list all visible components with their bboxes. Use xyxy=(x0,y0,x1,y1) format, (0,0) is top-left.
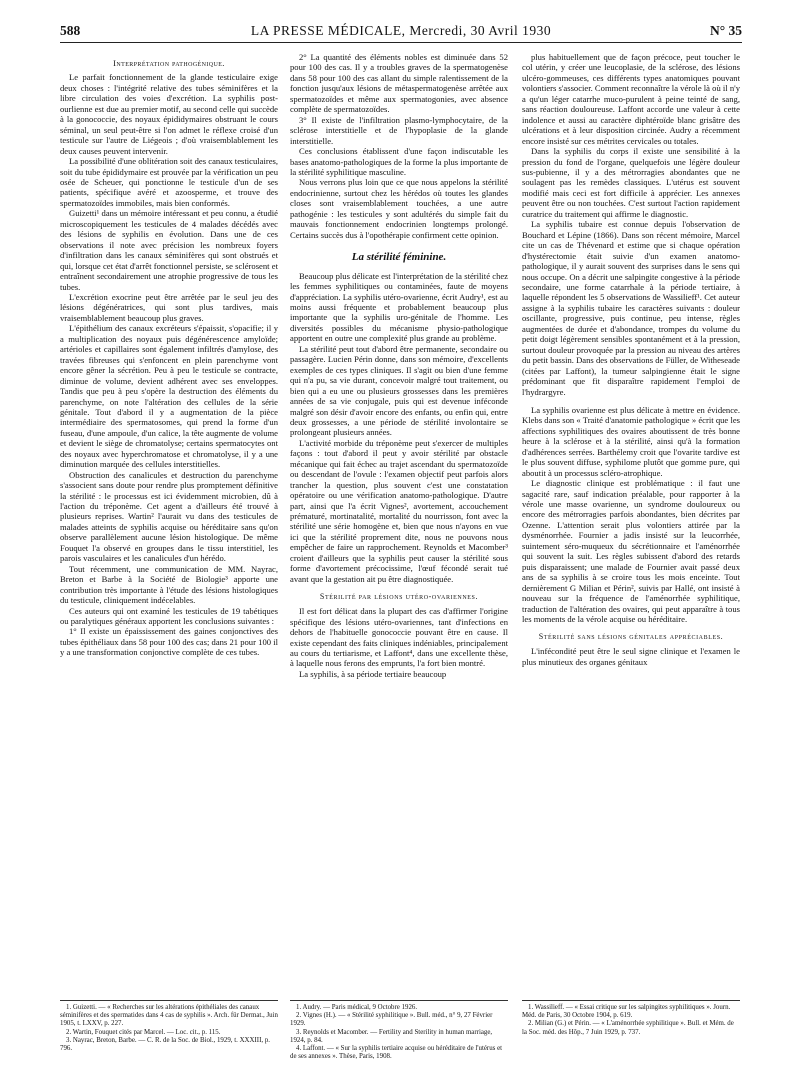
journal-title: LA PRESSE MÉDICALE, Mercredi, 30 Avril 1930 xyxy=(250,23,552,38)
footnote: 2. Milian (G.) et Périn. — « L'aménorrhée syphilitique ». Bull. et Mém. de la Soc. méd. des Hôp., 7 Juin 1929, p. 737. xyxy=(522,1020,734,1036)
paragraph: 2° La quantité des éléments nobles est diminuée dans 52 pour 100 des cas. Il y a troubles graves de la spermatogenèse dans 58 pour 100 des cas allant du simple ralentissement de la fonction jusqu'aux lésions de métaspermatogenèse arrêtée aux spermatozoïdes et même aux spermatogonies, avec absence complète de spermatozoïdes. xyxy=(290,52,508,115)
paragraph: Guizetti¹ dans un mémoire intéressant et peu connu, a étudié microscopiquement les testicules de 4 malades décédés avec des lésions de syphilis en évolution. Dans une de ces observations il note avec précision les nombreux foyers d'infiltration dans les canaux séminifères qui sont obstrués et qui, lorsque cet état d'arrêt fonctionnel persiste, se sclérosent et entraînent secondairement une atrophie progressive de tous les tubes. xyxy=(60,208,278,292)
footnotes-column-2 xyxy=(290,1000,508,1061)
paragraph: La syphilis, à sa période tertiaire beaucoup xyxy=(299,668,447,679)
column-3 xyxy=(522,52,740,667)
paragraph: Obstruction des canalicules et destruction du parenchyme s'associent sans doute pour rendre plus promptement définitive la stérilité : le processus est ici évidemment microbien, dû à l'action du tréponème. Cet agent a d'ailleurs été trouvé à plusieurs reprises. Wartin² l'aurait vu dans des testicules de malades atteints de syphilis acquise ou héréditaire sans qu'on observe parallèlement aucune lésion histologique. De même Fouquet l'a observé en groupes dans le tissu interstitiel, les parois vasculaires et les canalicules d'un hérédo. xyxy=(60,469,278,564)
column-1 xyxy=(60,52,278,658)
page-number: 588 xyxy=(60,23,81,38)
paragraph: Le diagnostic clinique est problématique : il faut une sagacité rare, sauf indication préalable, pour rapporter à la vérole une masse ovarienne, un syndrome douloureux ou encore des métrorragies parfois abondantes, bien décrites par Ozenne. L'attention serait plus volontiers attirée par la dysménorrhée. Fournier a jadis insisté sur la leucorrhée, suintement séro-muqueux du sécrétionnaire et l'aménorrhée qui souvent la suit. Les règles subissent d'abord des retards puis disparaissent; une malade de Fournier avait passé deux ans de sa syphilis à se croire tous les mois enceinte. Tout dernièrement G Milian et Périn², suivis par Hallé, ont insisté à nouveau sur la fréquence de l'aménorrhée syphilitique, traduction de l'altération des ovaires, qui peut apparaître à tous les moments de la vérole acquise ou héréditaire. xyxy=(522,478,740,625)
paragraph: Il est fort délicat dans la plupart des cas d'affirmer l'origine spécifique des lésions utéro-ovariennes, tant d'infections en dehors de l'habituelle gonococcie pouvant être en cause. Il existe cependant des faits cliniques indéniables, principalement au cours du tertiarisme, et Laffont⁴, dans une excellente thèse, à laquelle nous ferons des emprunts, l'a fort bien montré. xyxy=(290,606,508,669)
footnote: 2. Wartin, Fouquet cités par Marcel. — Loc. cit., p. 115. xyxy=(66,1028,221,1036)
footnotes-column-1 xyxy=(60,1000,278,1053)
paragraph: Le parfait fonctionnement de la glande testiculaire exige deux choses : l'intégrité relative des tubes séminifères et la libre circulation des voies d'excrétion. La syphilis post-ourlienne est due au premier motif, au second celle qui succède à la gonococcie, des noyaux épididymaires obstruant le cours séminal, un seul peut-être si l'on admet le réflexe croisé d'un testicule sur l'autre de Liégeois ; d'où vraisemblablement les deux causes peuvent intervenir. xyxy=(60,72,278,156)
section-heading: Interprétation pathogénique. xyxy=(113,58,225,68)
footnote: 3. Nayrac, Breton, Barbe. — C. R. de la Soc. de Biol., 1929, t. XXXIII, p. 796. xyxy=(60,1036,271,1053)
column-2 xyxy=(290,52,508,679)
paragraph: plus habituellement que de façon précoce, peut toucher le col utérin, y créer une leucoplasie, de la sclérose, des lésions ulcéro-gommeuses, ces différents types anatomiques pouvant volontiers s'associer. Comment reconnaître la vérole là où il n'y a qu'un léger catarrhe muco-purulent à peine teinté de sang, sans réaction douloureuse. Laffont accorde une valeur à cette indolence et aussi au caractère diphtéroïde blanc grisâtre des ulcérations et à leur disposition circinée. Audry a récemment encore insisté sur ces métrites cervicales ou totales. xyxy=(522,52,740,146)
paragraph: Dans la syphilis du corps il existe une sensibilité à la pression du fond de l'organe, quelquefois une légère douleur sus-pubienne, il y a des métrorragies abondantes que ne soulagent pas les remèdes classiques. L'utérus est souvent modifié mais ceci est fort difficile à apprécier. Les annexes peuvent être ou non touchées. C'est surtout l'action rapidement curatrice du traitement qui affirme le diagnostic. xyxy=(522,146,740,219)
subsection-heading: Stérilité sans lésions génitales appréciables. xyxy=(538,632,724,642)
paragraph: Nous verrons plus loin que ce que nous appelons la stérilité endocrinienne, surtout chez les hérédos où toutes les glandes closes sont vraisemblablement touchées, a une autre pathogénie : les testicules y sont adultérés du simple fait du mauvais fonctionnement endocrinien longtemps prolongé. Certains succès dus à l'opothérapie confirment cette opinion. xyxy=(290,177,508,240)
issue-number: N° 35 xyxy=(709,23,742,38)
paragraph: La stérilité peut tout d'abord être permanente, secondaire ou passagère. Lucien Périn donne, dans son mémoire, d'excellents exemples de ces types cliniques. Il s'agit ou bien d'une femme qui n'a pu, sa vie durant, concevoir malgré tout traitement, ou bien qui a eu une ou plusieurs grossesses dans les premières années de sa vie conjugale, puis qui est devenue inféconde malgré son désir d'avoir encore des enfants, ou enfin qui, entre deux grossesses, a une période de stérilité involontaire se prolongeant plusieurs années. xyxy=(290,343,508,438)
paragraph: La syphilis ovarienne est plus délicate à mettre en évidence. Klebs dans son « Traité d'anatomie pathologique » écrit que les affections syphilitiques des ovaires aboutissent de très bonne heure à la sclérose et à la stérilité, ainsi qu'à la formation d'adhérences serrées. Barthélemy croit que l'ovarite tardive est le plus souvent diffuse, syphilome plutôt que gomme pure, qui aboutit à un processus scléro-atrophique. xyxy=(522,404,740,478)
paragraph: 3° Il existe de l'infiltration plasmo-lymphocytaire, de la sclérose interstitielle et de l'hypoplasie de la glande interstitielle. xyxy=(290,114,508,146)
paragraph: 1° Il existe un épaississement des gaines conjonctives des tubes épithéliaux dans 58 pour 100 des cas; dans 21 pour 100 il y a une transformation conjonctive complète de ces tubes. xyxy=(60,626,278,658)
paragraph: Ces conclusions établissent d'une façon indiscutable les bases anatomo-pathologiques de la forme la plus importante de la stérilité syphilitique masculine. xyxy=(290,146,508,177)
footnote: 1. Audry. — Paris médical, 9 Octobre 1926. xyxy=(296,1004,418,1011)
footnote: 4. Laffont. — « Sur la syphilis tertiaire acquise ou héréditaire de l'utérus et de ses annexes ». Thèse, Paris, 1908. xyxy=(290,1045,503,1061)
subsection-heading: Stérilité par lésions utéro-ovariennes. xyxy=(319,592,479,602)
footnote-rule xyxy=(290,1000,508,1001)
footnote: 1. Wassilieff. — « Essai critique sur les salpingites syphilitiques ». Journ. Méd. de Paris, 30 Octobre 1904, p. 619. xyxy=(522,1004,731,1020)
paragraph: Ces auteurs qui ont examiné les testicules de 19 tabétiques ou paralytiques généraux apportent les conclusions suivantes : xyxy=(60,605,278,627)
paragraph: L'infécondité peut être le seul signe clinique et l'examen le plus minutieux des organes génitaux xyxy=(522,646,740,667)
paragraph: Beaucoup plus délicate est l'interprétation de la stérilité chez les femmes syphilitiques ou contaminées, faute de moyens d'appréciation. La syphilis utéro-ovarienne, écrit Audry¹, est au moins aussi fréquente et probablement beaucoup plus importante que la syphilis uro-génitale de l'homme. Les diversités possibles du mécanisme physio-pathologique apportent en outre une complexité plus grande au problème. xyxy=(290,270,508,344)
footnote: 1. Guizetti. — « Recherches sur les altérations épithéliales des canaux séminifères et des spermatides dans 4 cas de syphilis ». Arch. für Dermat., Juin 1905, t. LXXV, p. 227. xyxy=(60,1004,278,1028)
footnote-rule xyxy=(522,1000,740,1001)
section-title: La stérilité féminine. xyxy=(351,251,447,264)
spacer xyxy=(522,397,740,405)
footnote: 3. Reynolds et Macomber. — Fertility and Sterility in human marriage, 1924, p. 84. xyxy=(290,1028,493,1044)
paragraph: L'excrétion exocrine peut être arrêtée par le seul jeu des lésions dégénératrices, qui sont plus tardives, mais vraisemblablement beaucoup plus graves. xyxy=(60,291,278,323)
paragraph: La possibilité d'une oblitération soit des canaux testiculaires, soit du tube épididymaire est prouvée par la vérification un peu osée de Scheuer, qui ponctionne le testicule d'un de ses patients, spécifique avéré et azoosperme, et trouve des spermatozoïdes immobiles, mais bien conformés. xyxy=(60,156,278,208)
paragraph: La syphilis tubaire est connue depuis l'observation de Bouchard et Lépine (1866). Dans son récent mémoire, Marcel cite un cas de Thévenard et estime que si chaque opération d'hystérectomie était suivie d'un examen anatomo-pathologique, il y aurait souvent des surprises dans le sens qui nous occupe. On a décrit une salpingite congestive à la période secondaire, une forme catarrhale à la période tertiaire, à laquelle répondent les 5 observations de Wassilieff¹. Cet auteur assigne à la syphilis tubaire les caractères suivants : douleur oscillante, progressive, puis continue, peu intense, règles augmentées de durée et d'abondance, trompes du volume du petit doigt légèrement sensibles spontanément et à la pression, surtout douleur provoquée par la pression au niveau des artères du petit bassin. Dans des observations de Füller, de Witheseade (citées par Laffont), la tumeur salpingienne était le signe prédominant que fit disparaître rapidement l'emploi de l'hydrargyre. xyxy=(522,219,740,397)
page-header xyxy=(60,20,742,43)
paragraph: L'activité morbide du tréponème peut s'exercer de multiples façons : tout d'abord il peut y avoir stérilité par obstacle mécanique qui fait échec au trajet ascendant du spermatozoïde ou descendant de l'ovule : l'examen objectif peut parfois alors trancher la question, plus souvent c'est une constatation opératoire ou une vérification anatomo-pathologique. D'autre part, ainsi que l'a écrit Vignes², avortement, accouchement prématuré, mortinatalité, mortalité du nourrisson, font avec la stérilité une série homogène et, bien que nous n'ayons en vue ici que la stérilité proprement dite, nous ne pouvons nous empêcher de faire un rapprochement. Reynolds et Macomber³ croient d'ailleurs que la syphilis peut causer la stérilité sous forme d'avortement précocissime, l'œuf fécondé serait tué avant que la gestation ait pu être diagnostiquée. xyxy=(290,437,508,584)
paragraph: Tout récemment, une communication de MM. Nayrac, Breton et Barbe à la Société de Biologie³ apporte une contribution très importante à l'étude des lésions histologiques du testicule, cliniquement indécelables. xyxy=(60,563,278,606)
footnote-rule xyxy=(60,1000,278,1001)
footnote: 2. Vignes (H.). — « Stérilité syphilitique ». Bull. méd., n° 9, 27 Février 1929. xyxy=(290,1012,493,1028)
footnotes-column-3 xyxy=(522,1000,740,1037)
paragraph: L'épithélium des canaux excréteurs s'épaissit, s'opacifie; il y a multiplication des noyaux puis dégénérescence amyloïde; artérioles et capillaires sont également infiltrés d'amylose, des travées fibreuses qui s'enfoncent en plein parenchyme vont encore gêner la sécrétion. Peu à peu le testicule se contracte, diminue de volume, devient adhérent avec ses enveloppes. Tandis que peu à peu s'opère la destruction des éléments du parenchyme, on note l'altération des cellules de la série génitale. Tout d'abord il y a augmentation de la pièce intermédiaire des spermatosomes, qui prend la forme d'un fuseau, d'une ampoule, d'un calice, la tête augmente de volume et devient le siège de chromatolyse; certains spermatocytes ont des noyaux avec hyperchromatose et chromatolyse, il y a une diminution marquée des cellules interstitielles. xyxy=(60,323,278,470)
